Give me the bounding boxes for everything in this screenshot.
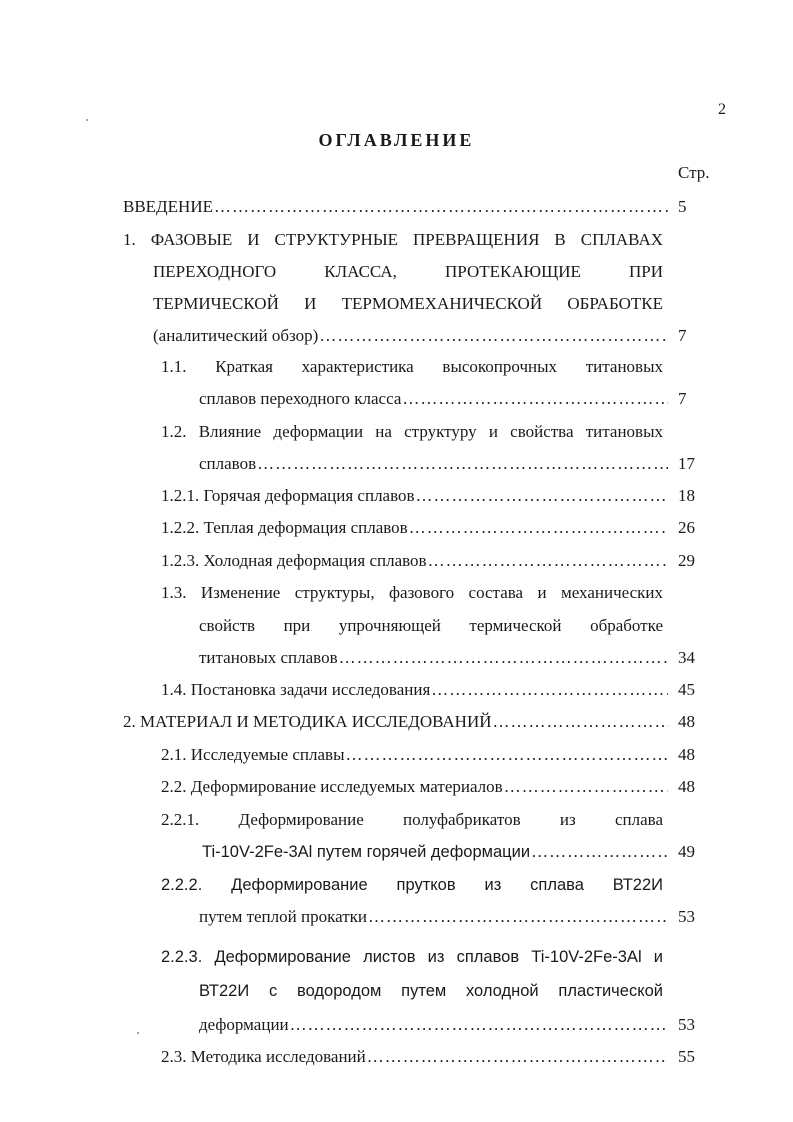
leader-dots xyxy=(431,679,668,701)
toc-ch1-line3[interactable]: ТЕРМИЧЕСКОЙ И ТЕРМОМЕХАНИЧЕСКОЙ ОБРАБОТКЕ xyxy=(153,294,663,313)
toc-page: 48 xyxy=(678,712,695,731)
toc-label: 2. МАТЕРИАЛ И МЕТОДИКА ИССЛЕДОВАНИЙ xyxy=(123,712,492,731)
toc-label: сплавов xyxy=(199,454,257,473)
leader-dots xyxy=(368,906,668,928)
toc-s2-2-3-line2[interactable]: ВТ22И с водородом путем холодной пластической xyxy=(199,982,663,1000)
toc-s2-2-2[interactable] xyxy=(199,906,668,928)
toc-page: 17 xyxy=(678,454,695,473)
toc-s1-2-1[interactable] xyxy=(161,485,668,507)
toc-page: 26 xyxy=(678,518,695,537)
toc-label: 1.2.3. Холодная деформация сплавов xyxy=(161,551,427,570)
toc-ch1-line1[interactable]: 1. ФАЗОВЫЕ И СТРУКТУРНЫЕ ПРЕВРАЩЕНИЯ В СПЛАВАХ xyxy=(123,230,663,249)
toc-label: 1.2.1. Горячая деформация сплавов xyxy=(161,486,415,505)
toc-label: титановых сплавов xyxy=(199,648,338,667)
toc-page: 7 xyxy=(678,326,687,345)
leader-dots xyxy=(290,1014,668,1036)
page-title: ОГЛАВЛЕНИЕ xyxy=(318,130,475,150)
leader-dots xyxy=(531,841,668,863)
toc-s2-2-1-line1[interactable]: 2.2.1. Деформирование полуфабрикатов из сплава xyxy=(161,810,663,829)
toc-ch1[interactable] xyxy=(153,325,668,347)
leader-dots xyxy=(339,647,668,669)
toc-s1-3[interactable] xyxy=(199,647,668,669)
toc-s2-2[interactable] xyxy=(161,776,668,798)
scan-speck xyxy=(137,1032,139,1034)
leader-dots xyxy=(257,453,668,475)
toc-page: 18 xyxy=(678,486,695,505)
page-column-label: Стр. xyxy=(678,163,710,182)
toc-s2-2-2-line1[interactable]: 2.2.2. Деформирование прутков из сплава ВТ22И xyxy=(161,876,663,894)
toc-page: 49 xyxy=(678,842,695,861)
toc-s2-2-3[interactable] xyxy=(199,1014,668,1036)
page-number: 2 xyxy=(718,101,726,118)
toc-page: 45 xyxy=(678,680,695,699)
toc-label: сплавов переходного класса xyxy=(199,389,402,408)
toc-label: 1.4. Постановка задачи исследования xyxy=(161,680,431,699)
toc-s1-2-line1[interactable]: 1.2. Влияние деформации на структуру и свойства титановых xyxy=(161,422,663,441)
toc-label: ВВЕДЕНИЕ xyxy=(123,197,213,216)
toc-label: 2.2. Деформирование исследуемых материалов xyxy=(161,777,503,796)
toc-page: 34 xyxy=(678,648,695,667)
toc-label: Ti-10V-2Fe-3Al путем горячей деформации xyxy=(202,843,531,861)
scan-speck xyxy=(86,119,88,121)
leader-dots xyxy=(493,711,668,733)
toc-intro[interactable] xyxy=(123,196,668,218)
toc-s1-3-line2[interactable]: свойств при упрочняющей термической обработке xyxy=(199,616,663,635)
toc-s1-4[interactable] xyxy=(161,679,668,701)
leader-dots xyxy=(409,517,668,539)
toc-label: 2.1. Исследуемые сплавы xyxy=(161,745,345,764)
leader-dots xyxy=(402,388,668,410)
toc-page: 5 xyxy=(678,197,687,216)
leader-dots xyxy=(319,325,668,347)
toc-page: 48 xyxy=(678,745,695,764)
leader-dots xyxy=(346,744,669,766)
toc-page: 48 xyxy=(678,777,695,796)
toc-label: деформации xyxy=(199,1015,289,1034)
toc-s1-3-line1[interactable]: 1.3. Изменение структуры, фазового состава и механических xyxy=(161,583,663,602)
leader-dots xyxy=(416,485,668,507)
toc-page: 53 xyxy=(678,1015,695,1034)
leader-dots xyxy=(214,196,668,218)
toc-label: 1.2.2. Теплая деформация сплавов xyxy=(161,518,408,537)
toc-s2-2-3-line1[interactable]: 2.2.3. Деформирование листов из сплавов Ti-10V-2Fe-3Al и xyxy=(161,948,663,966)
toc-s1-2-3[interactable] xyxy=(161,550,668,572)
toc-s2-1[interactable] xyxy=(161,744,668,766)
leader-dots xyxy=(504,776,668,798)
leader-dots xyxy=(428,550,668,572)
toc-page: 55 xyxy=(678,1047,695,1066)
toc-label: 2.3. Методика исследований xyxy=(161,1047,366,1066)
toc-page: 29 xyxy=(678,551,695,570)
toc-page: 53 xyxy=(678,907,695,926)
toc-s1-2-2[interactable] xyxy=(161,517,668,539)
toc-label: путем теплой прокатки xyxy=(199,907,367,926)
toc-s1-1[interactable] xyxy=(199,388,668,410)
toc-label: (аналитический обзор) xyxy=(153,326,319,345)
toc-s2-3[interactable] xyxy=(161,1046,668,1068)
toc-ch2[interactable] xyxy=(123,711,668,733)
toc-ch1-line2[interactable]: ПЕРЕХОДНОГО КЛАССА, ПРОТЕКАЮЩИЕ ПРИ xyxy=(153,262,663,281)
toc-s2-2-1[interactable] xyxy=(202,841,668,863)
toc-s1-1-line1[interactable]: 1.1. Краткая характеристика высокопрочных титановых xyxy=(161,357,663,376)
leader-dots xyxy=(367,1046,668,1068)
toc-page: 7 xyxy=(678,389,687,408)
toc-s1-2[interactable] xyxy=(199,453,668,475)
